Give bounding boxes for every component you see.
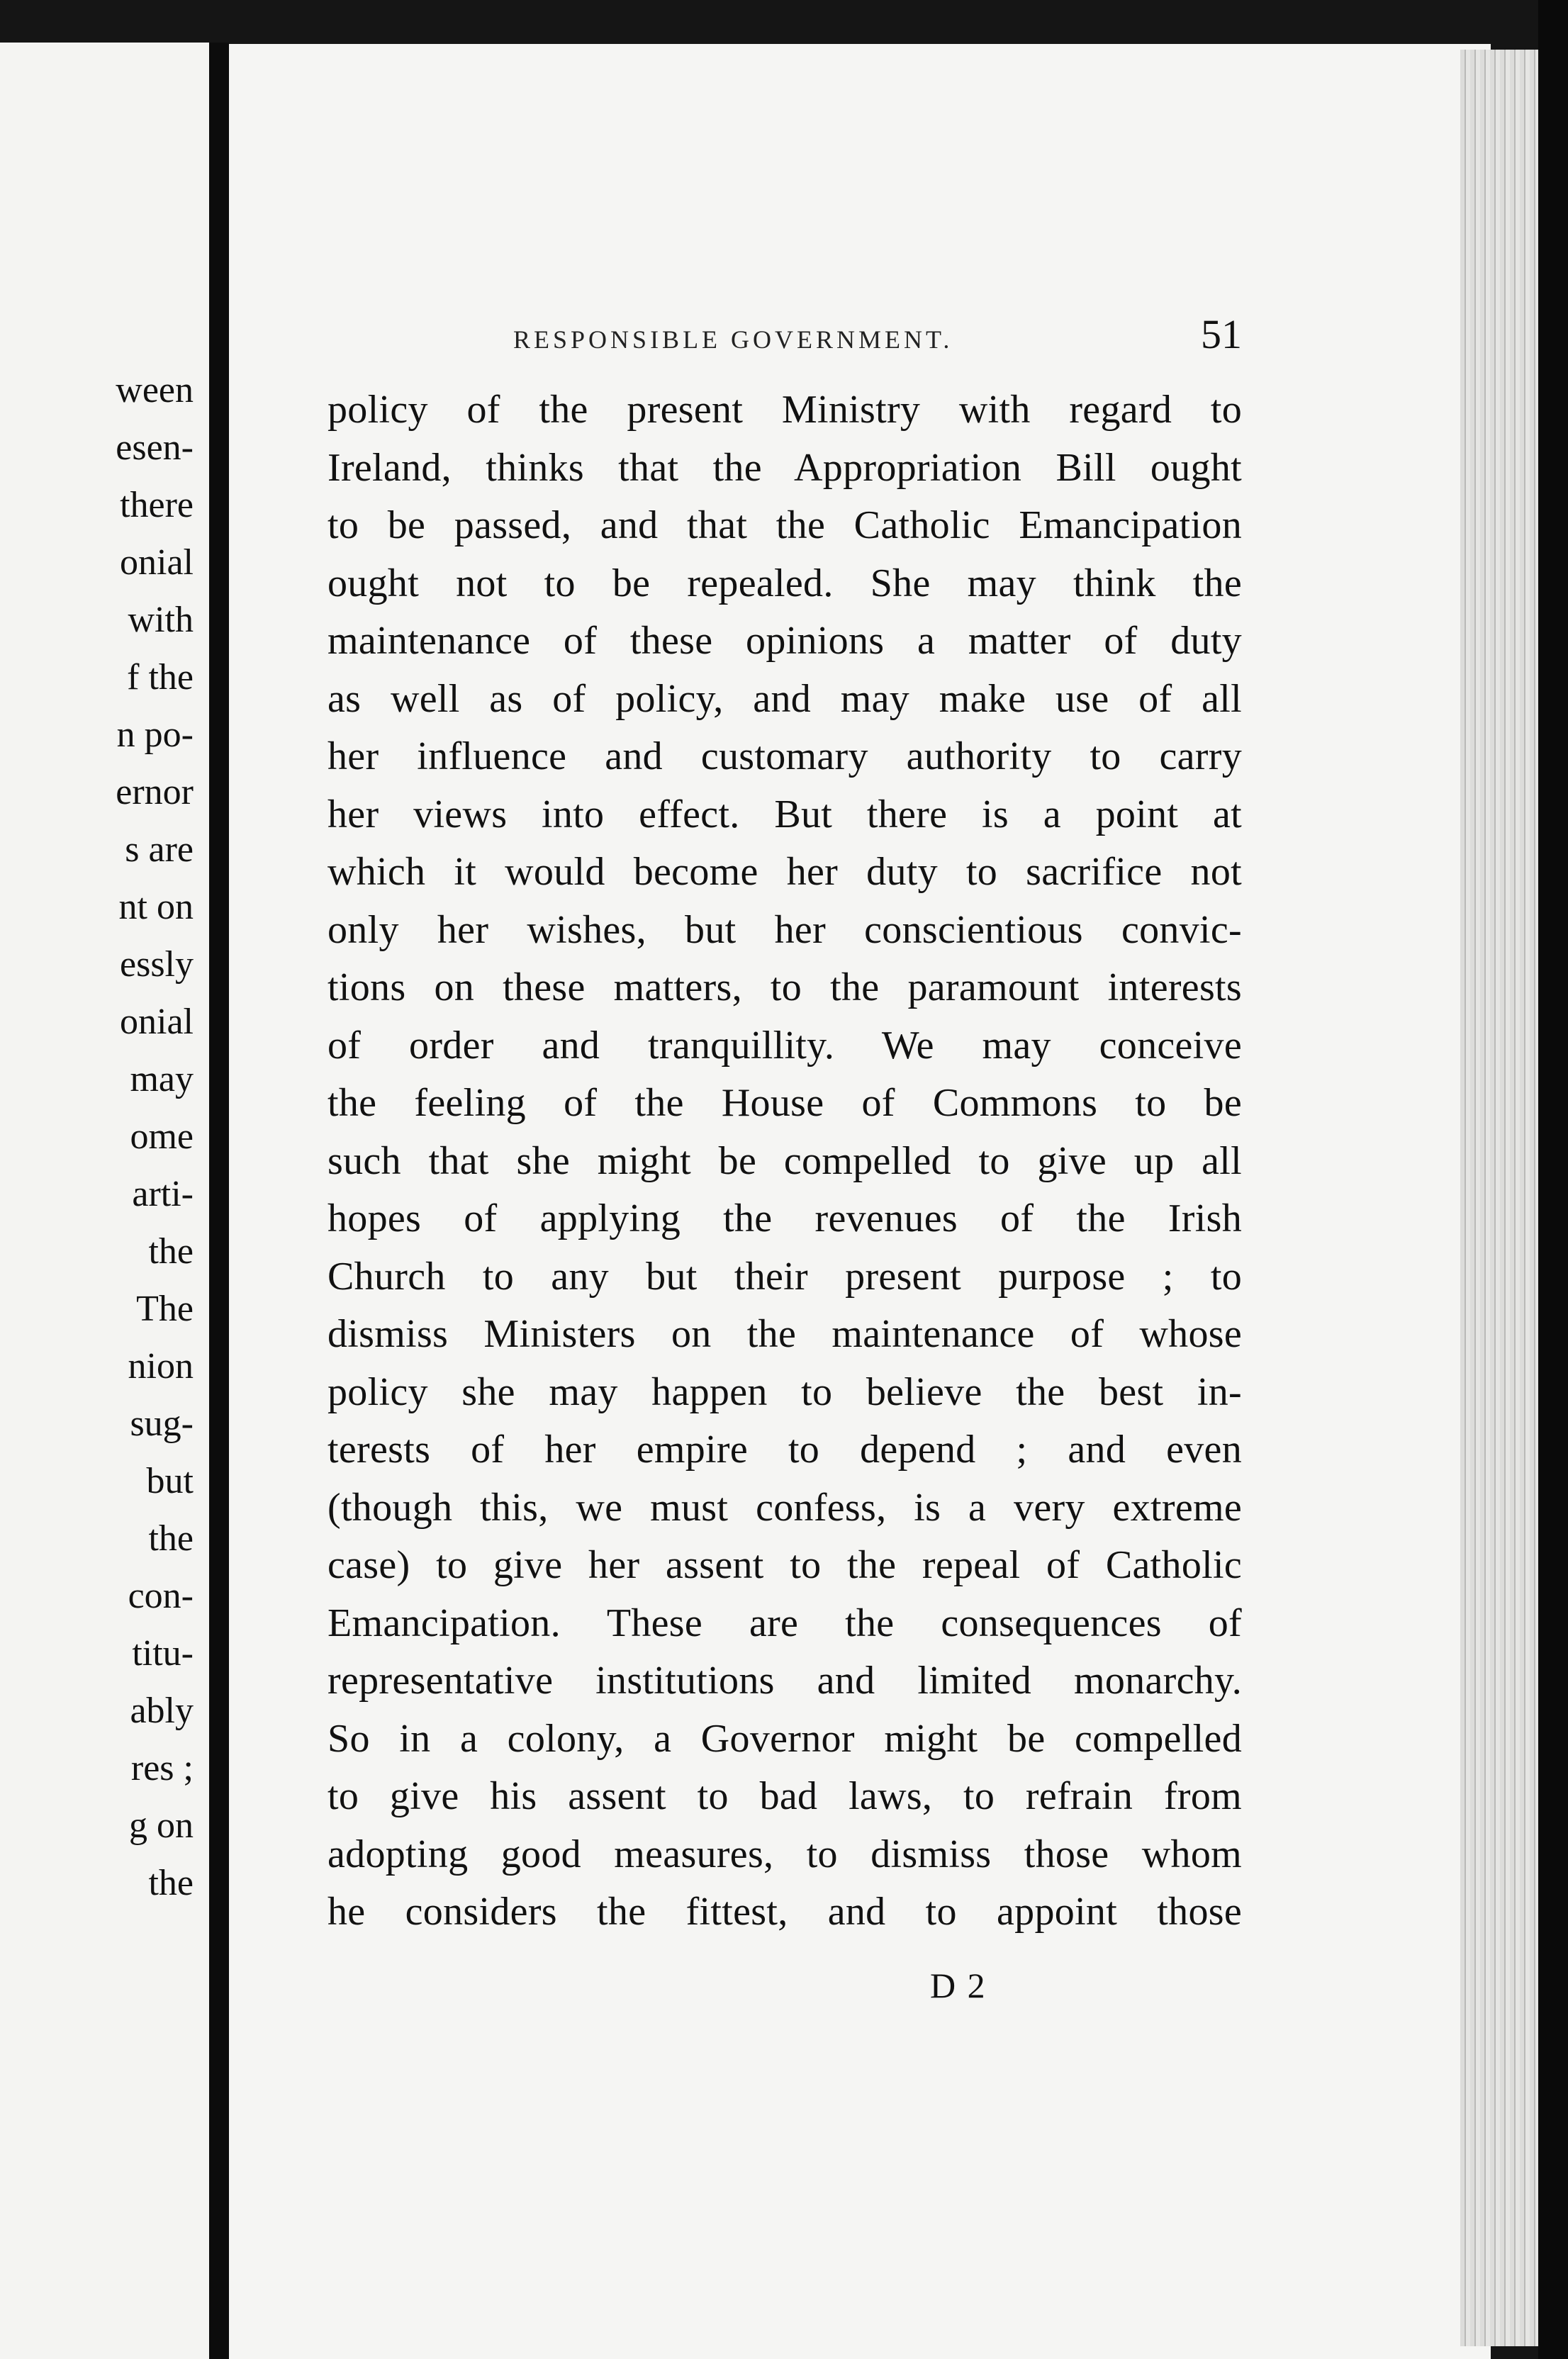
text-line: her views into effect. But there is a point at [327,792,1242,836]
left-fragment: may [130,1059,194,1099]
left-fragment: ween [116,370,194,410]
left-fragment: s are [125,829,194,870]
text-line: which it would become her duty to sacrifice not [327,850,1242,894]
text-line: policy she may happen to believe the best in- [327,1369,1242,1414]
left-fragment: con- [128,1576,194,1616]
left-fragment: arti- [132,1174,194,1214]
left-fragment: g on [129,1805,194,1846]
text-line: hopes of applying the revenues of the Irish [327,1197,1242,1240]
text-block [327,310,1242,1941]
text-line: adopting good measures, to dismiss those whom [327,1832,1242,1876]
running-head-title: RESPONSIBLE GOVERNMENT. [513,325,953,354]
left-fragment: ernor [116,772,194,812]
left-fragment: nt on [118,887,194,927]
running-head [327,310,1242,367]
text-line: to be passed, and that the Catholic Emancipation [327,503,1242,547]
left-fragment: n po- [116,715,194,755]
text-line: such that she might be compelled to give up all [327,1138,1242,1183]
text-line: dismiss Ministers on the maintenance of whose [327,1312,1242,1356]
text-line: maintenance of these opinions a matter of duty [327,619,1242,663]
left-fragment: but [146,1461,194,1501]
text-line: Ireland, thinks that the Appropriation Bill ought [327,445,1242,490]
text-line: of order and tranquillity. We may conceive [327,1023,1242,1068]
book-gutter [209,43,229,2359]
left-fragment: ome [130,1116,194,1157]
left-fragment: f the [127,657,194,697]
text-line: her influence and customary authority to carry [327,734,1242,778]
text-line: Church to any but their present purpose ; to [327,1254,1242,1299]
text-line: policy of the present Ministry with regard to [327,388,1242,432]
left-fragment: The [136,1289,194,1329]
body-text [327,381,1242,1941]
left-fragment: esen- [116,427,194,468]
text-line: the feeling of the House of Commons to be [327,1081,1242,1125]
text-line: So in a colony, a Governor might be compelled [327,1716,1242,1761]
text-line: (though this, we must confess, is a very extreme [327,1485,1242,1530]
page-edges [1460,50,1538,2346]
left-fragment: there [120,485,194,525]
text-line: ought not to be repealed. She may think the [327,561,1242,605]
left-page-fragments [0,362,194,1912]
left-fragment: ably [130,1691,194,1731]
left-fragment: the [148,1231,194,1272]
text-line: Emancipation. These are the consequences of [327,1601,1242,1645]
page-number: 51 [1201,311,1242,357]
text-line: to give his assent to bad laws, to refrain from [327,1774,1242,1818]
text-line: terests of her empire to depend ; and even [327,1428,1242,1472]
left-fragment: the [148,1518,194,1559]
text-line: case) to give her assent to the repeal of Catholic [327,1543,1242,1587]
text-line: representative institutions and limited monarchy. [327,1659,1242,1703]
left-fragment: res ; [130,1748,194,1788]
left-page [0,43,209,2359]
text-line: tions on these matters, to the paramount interests [327,965,1242,1009]
text-line: as well as of policy, and may make use of all [327,676,1242,721]
text-line: only her wishes, but her conscientious convic- [327,907,1242,952]
left-fragment: with [128,600,194,640]
left-fragment: onial [120,542,194,583]
signature-mark: D 2 [930,1966,987,2005]
left-fragment: essly [120,944,194,985]
left-fragment: sug- [130,1403,194,1444]
text-line: he considers the fittest, and to appoint those [327,1890,1242,1934]
left-fragment: nion [128,1346,194,1386]
outer-dark-strip [1538,0,1568,2359]
left-fragment: onial [120,1002,194,1042]
left-fragment: titu- [132,1633,194,1674]
left-fragment: the [148,1863,194,1903]
